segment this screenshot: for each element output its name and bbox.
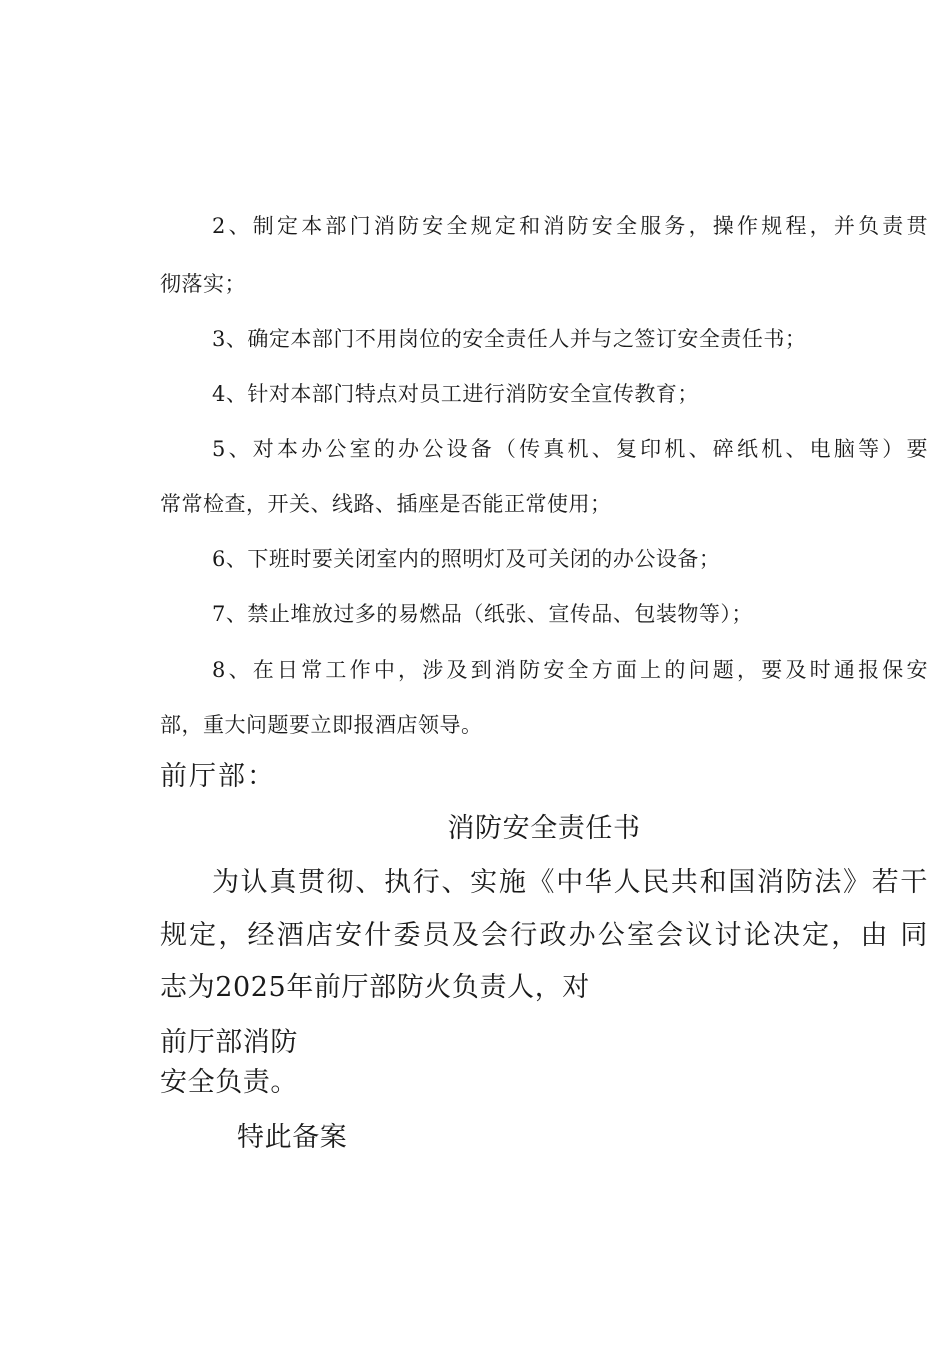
certificate-body-line-1: 为认真贯彻、执行、实施《中华人民共和国消防法》若干 — [212, 867, 928, 898]
item-4-line-1: 4、针对本部门特点对员工进行消防安全宣传教育； — [212, 382, 699, 406]
department-label: 前厅部： — [160, 761, 276, 792]
item-8-line-1: 8、在日常工作中，涉及到消防安全方面上的问题，要及时通报保安 — [212, 658, 928, 682]
item-5-line-1: 5、对本办公室的办公设备（传真机、复印机、碎纸机、电脑等）要 — [212, 437, 928, 461]
item-8-line-2: 部，重大问题要立即报酒店领导。 — [160, 713, 483, 737]
item-6-line-1: 6、下班时要关闭室内的照明灯及可关闭的办公设备； — [212, 547, 721, 571]
item-7-line-1: 7、禁止堆放过多的易燃品（纸张、宣传品、包装物等）； — [212, 602, 753, 626]
item-2-line-2: 彻落实； — [160, 272, 246, 296]
certificate-body-line-2: 规定，经酒店安什委员及会行政办公室会议讨论决定，由 同 — [160, 920, 928, 951]
scope-line-1: 前厅部消防 — [160, 1027, 298, 1058]
scope-line-2: 安全负责。 — [160, 1067, 298, 1098]
item-3-line-1: 3、确定本部门不用岗位的安全责任人并与之签订安全责任书； — [212, 327, 807, 351]
closing-note: 特此备案 — [237, 1122, 348, 1153]
item-5-line-2: 常常检查，开关、线路、插座是否能正常使用； — [160, 492, 612, 516]
certificate-title: 消防安全责任书 — [447, 813, 641, 844]
item-2-line-1: 2、制定本部门消防安全规定和消防安全服务，操作规程，并负责贯 — [212, 214, 928, 238]
certificate-body-line-3: 志为2025年前厅部防火负责人，对 — [160, 972, 590, 1003]
